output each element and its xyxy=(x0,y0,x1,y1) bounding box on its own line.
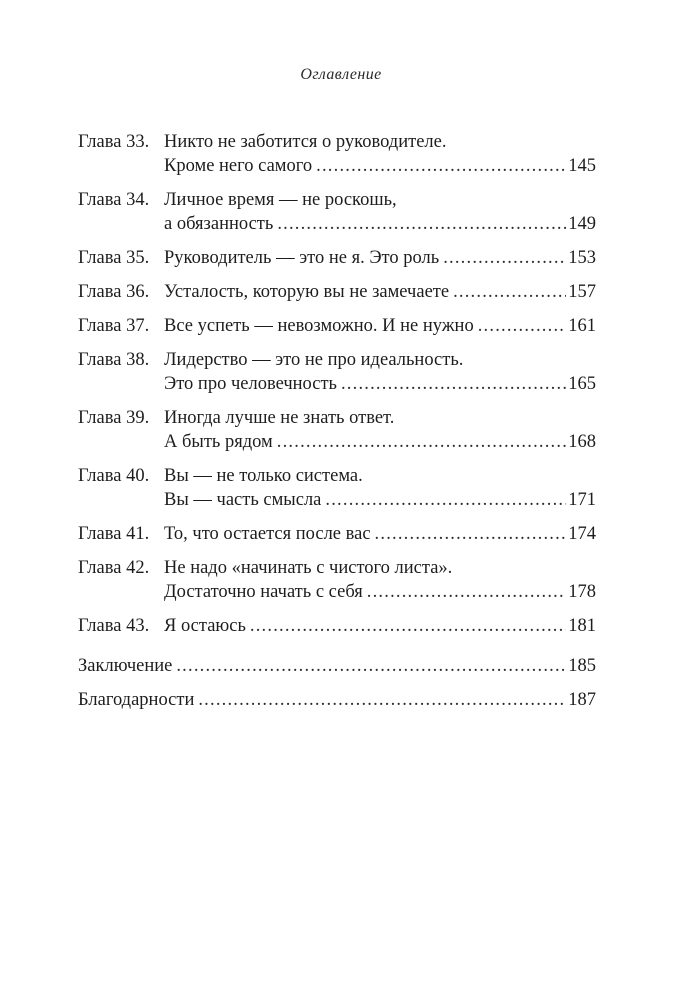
chapter-title-line-1: Лидерство — это не про идеальность. xyxy=(164,350,464,370)
dot-leader xyxy=(250,614,566,638)
dot-leader xyxy=(478,314,567,338)
chapter-title-line-1: Не надо «начинать с чистого листа». xyxy=(164,558,453,578)
chapter-title-line-1: Я остаюсь xyxy=(164,616,246,636)
dot-leader xyxy=(325,488,566,512)
page-number: 171 xyxy=(568,490,596,510)
page-number: 181 xyxy=(568,616,596,636)
page-number: 153 xyxy=(568,248,596,268)
chapter-title-line-2: А быть рядом xyxy=(164,432,273,452)
chapter-title-line-1: Все успеть — невозможно. И не нужно xyxy=(164,316,474,336)
page-number: 185 xyxy=(568,656,596,676)
toc-entry-chapter-36[interactable] xyxy=(78,280,596,304)
toc-entry-chapter-35[interactable] xyxy=(78,246,596,270)
chapter-title-line-2: Достаточно начать с себя xyxy=(164,582,363,602)
dot-leader xyxy=(198,688,566,712)
chapter-title-line-2: Вы — часть смысла xyxy=(164,490,322,510)
page-number: 168 xyxy=(568,432,596,452)
dot-leader xyxy=(443,246,566,270)
chapter-label: Глава 39. xyxy=(78,408,150,428)
chapter-title-line-2: Кроме него самого xyxy=(164,156,313,176)
chapter-title-line-1: Вы — не только система. xyxy=(164,466,363,486)
toc-entry-chapter-41[interactable] xyxy=(78,522,596,546)
chapter-label: Глава 40. xyxy=(78,466,150,486)
toc-entry-chapter-37[interactable] xyxy=(78,314,596,338)
toc-entry-chapter-33[interactable] xyxy=(78,130,596,178)
chapter-label: Глава 36. xyxy=(78,282,150,302)
toc-entry-chapter-42[interactable] xyxy=(78,556,596,604)
running-head-title: Оглавление xyxy=(300,66,382,83)
dot-leader xyxy=(367,580,566,604)
chapter-label: Глава 34. xyxy=(78,190,150,210)
acknowledgements-title: Благодарности xyxy=(78,690,195,710)
toc-entry-chapter-39[interactable] xyxy=(78,406,596,454)
chapter-label: Глава 35. xyxy=(78,248,150,268)
page-number: 149 xyxy=(568,214,596,234)
page-number: 145 xyxy=(568,156,596,176)
chapter-label: Глава 38. xyxy=(78,350,150,370)
dot-leader xyxy=(277,430,566,454)
page-number: 161 xyxy=(568,316,596,336)
page-number: 174 xyxy=(568,524,596,544)
chapter-title-line-1: Личное время — не роскошь, xyxy=(164,190,397,210)
toc-entry-acknowledgements[interactable] xyxy=(78,688,596,712)
dot-leader xyxy=(316,154,566,178)
chapter-title-line-2: Это про человечность xyxy=(164,374,337,394)
page-number: 178 xyxy=(568,582,596,602)
conclusion-title: Заключение xyxy=(78,656,173,676)
dot-leader xyxy=(176,654,566,678)
chapter-label: Глава 33. xyxy=(78,132,150,152)
dot-leader xyxy=(341,372,566,396)
chapter-title-line-1: Иногда лучше не знать ответ. xyxy=(164,408,395,428)
page-number: 187 xyxy=(568,690,596,710)
chapter-title-line-2: а обязанность xyxy=(164,214,274,234)
toc-entry-chapter-43[interactable] xyxy=(78,614,596,638)
toc-entry-chapter-34[interactable] xyxy=(78,188,596,236)
chapter-label: Глава 43. xyxy=(78,616,150,636)
chapter-label: Глава 37. xyxy=(78,316,150,336)
table-of-contents xyxy=(78,130,596,722)
toc-entry-chapter-38[interactable] xyxy=(78,348,596,396)
chapter-label: Глава 42. xyxy=(78,558,150,578)
chapter-title-line-1: Руководитель — это не я. Это роль xyxy=(164,248,440,268)
toc-entry-chapter-40[interactable] xyxy=(78,464,596,512)
page-number: 157 xyxy=(568,282,596,302)
chapter-title-line-1: То, что остается после вас xyxy=(164,524,371,544)
dot-leader xyxy=(453,280,566,304)
chapter-title-line-1: Никто не заботится о руководителе. xyxy=(164,132,447,152)
toc-entry-conclusion[interactable] xyxy=(78,654,596,678)
page-number: 165 xyxy=(568,374,596,394)
chapter-label: Глава 41. xyxy=(78,524,150,544)
dot-leader xyxy=(375,522,567,546)
chapter-title-line-1: Усталость, которую вы не замечаете xyxy=(164,282,450,302)
dot-leader xyxy=(277,212,566,236)
